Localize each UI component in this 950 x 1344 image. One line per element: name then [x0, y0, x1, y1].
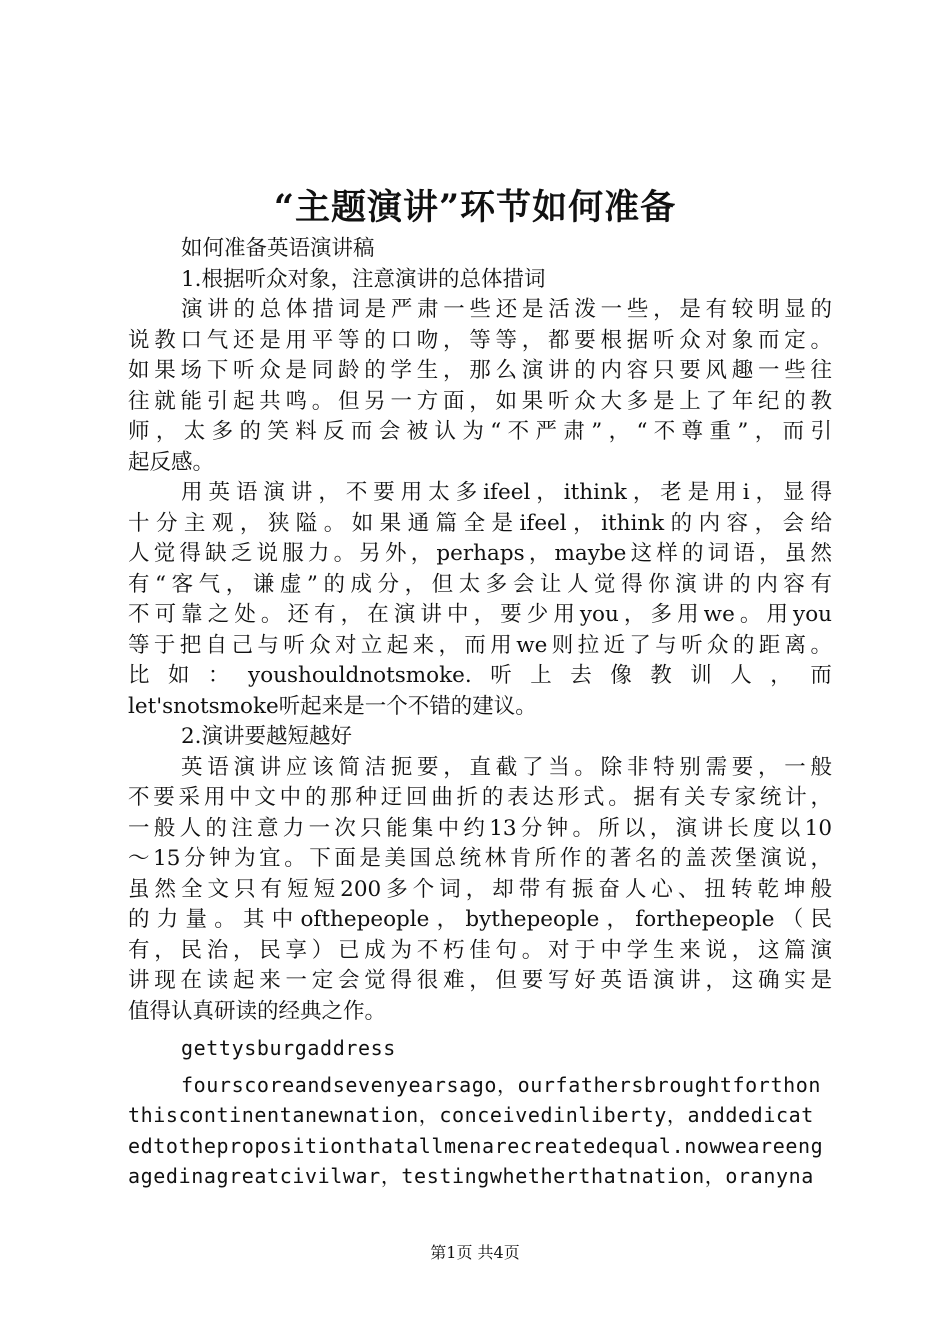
subtitle-line: 如何准备英语演讲稿	[181, 236, 375, 261]
english-line: fourscoreandsevenyearsago，ourfathersbroughtforthon	[181, 1072, 822, 1097]
section-heading: 1.根据听众对象，注意演讲的总体措词	[181, 266, 546, 292]
paragraph-line: 演讲的总体措词是严肃一些还是活泼一些，是有较明显的	[181, 297, 832, 322]
paragraph-line: 一般人的注意力一次只能集中约13分钟。所以，演讲长度以10	[128, 815, 832, 841]
paragraph-line: 起反感。	[128, 449, 215, 475]
page-footer: 第1页 共4页	[430, 1243, 520, 1262]
paragraph-line: ～15分钟为宜。下面是美国总统林肯所作的著名的盖茨堡演说，	[128, 846, 832, 871]
english-line: edtothepropositionthatallmenarecreatedequal.nowweareeng	[128, 1133, 824, 1158]
paragraph-line: 虽然全文只有短短200多个词，却带有振奋人心、扭转乾坤般	[128, 876, 832, 902]
page-title: “主题演讲”环节如何准备	[273, 187, 677, 228]
paragraph-line: 不要采用中文中的那种迂回曲折的表达形式。据有关专家统计，	[128, 785, 832, 810]
paragraph-line: 有，民治，民享）已成为不朽佳句。对于中学生来说，这篇演	[128, 937, 832, 963]
paragraph-line: 等于把自己与听众对立起来，而用we则拉近了与听众的距离。	[128, 632, 832, 658]
section-heading: 2.演讲要越短越好	[181, 724, 353, 749]
english-line: thiscontinentanewnation，conceivedinliberty，anddedicat	[128, 1103, 814, 1127]
paragraph-line: 比 如 ： youshouldnotsmoke. 听 上 去 像 教 训 人 ， 而	[128, 663, 832, 688]
paragraph-line: 往就能引起共鸣。但另一方面，如果听众大多是上了年纪的教	[128, 388, 832, 414]
paragraph-line: 的力量。其中ofthepeople，bythepeople，forthepeople（民	[128, 907, 832, 932]
paragraph-line: 英语演讲应该简洁扼要，直截了当。除非特别需要，一般	[181, 754, 832, 780]
paragraph-line: 十分主观，狭隘。如果通篇全是ifeel，ithink的内容，会给	[128, 510, 832, 536]
paragraph-line: 人觉得缺乏说服力。另外，perhaps，maybe这样的词语，虽然	[128, 541, 832, 566]
paragraph-line: 如果场下听众是同龄的学生，那么演讲的内容只要风趣一些往	[128, 358, 832, 383]
english-line: agedinagreatcivilwar，testingwhetherthatnation，oranyna	[128, 1164, 814, 1188]
english-heading: gettysburgaddress	[181, 1036, 396, 1060]
paragraph-line: 师，太多的笑料反而会被认为“不严肃”，“不尊重”，而引	[128, 419, 832, 444]
paragraph-line: 有“客气，谦虚”的成分，但太多会让人觉得你演讲的内容有	[128, 571, 832, 597]
document-body	[128, 234, 832, 1192]
paragraph-line: 不可靠之处。还有，在演讲中，要少用you，多用we。用you	[128, 602, 832, 627]
paragraph-line: 用英语演讲，不要用太多ifeel，ithink，老是用i，显得	[181, 480, 832, 505]
paragraph-line: 值得认真研读的经典之作。	[128, 998, 387, 1024]
paragraph-line: let'snotsmoke听起来是一个不错的建议。	[128, 693, 537, 719]
paragraph-line: 说教口气还是用平等的口吻，等等，都要根据听众对象而定。	[128, 327, 832, 353]
paragraph-line: 讲现在读起来一定会觉得很难，但要写好英语演讲，这确实是	[128, 968, 832, 993]
